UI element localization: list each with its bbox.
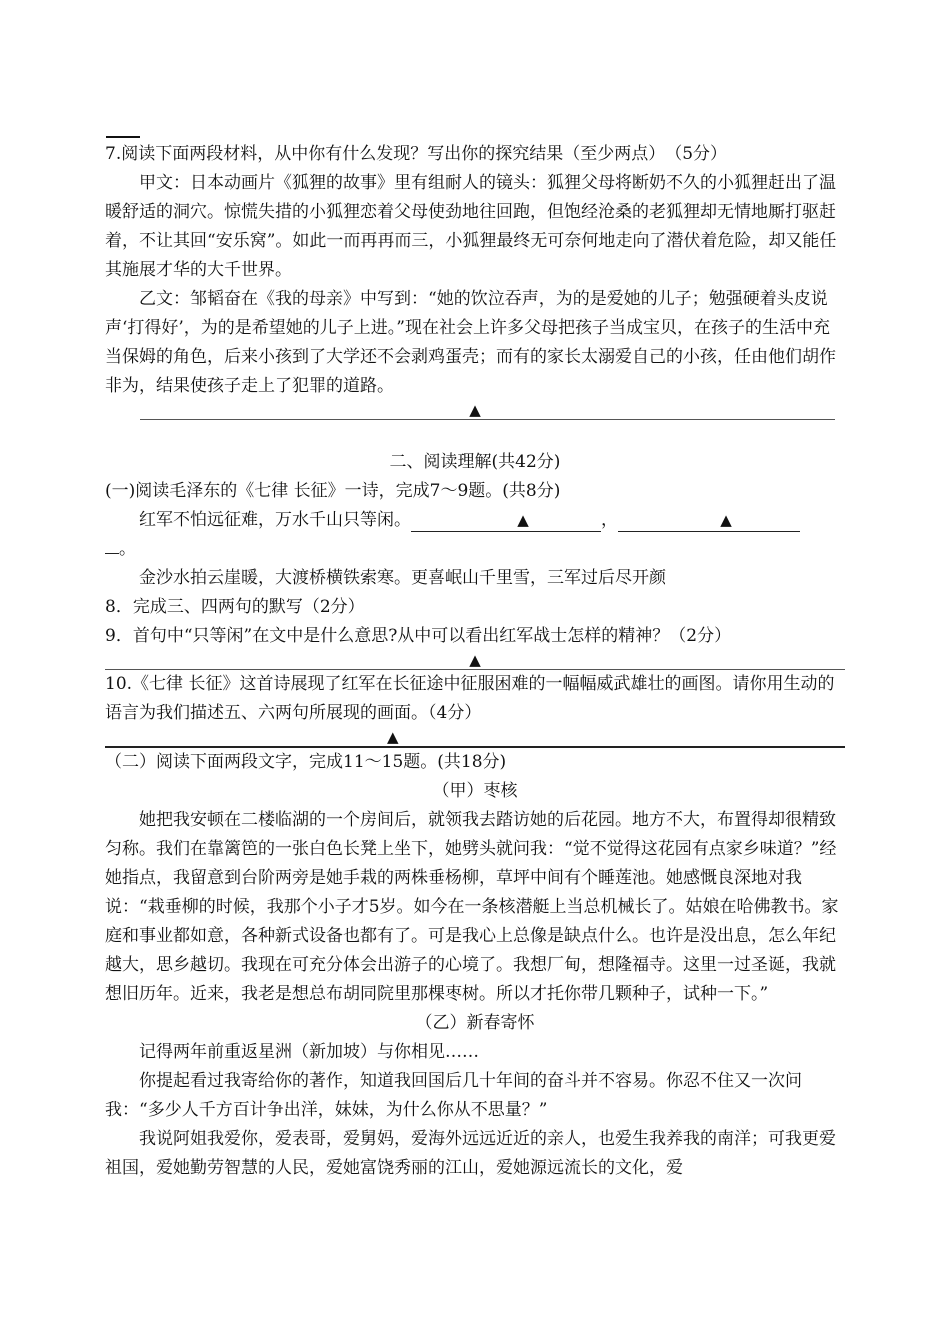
q9-prompt: 9．首句中“只等闲”在文中是什么意思?从中可以看出红军战士怎样的精神？（2分） [105, 626, 732, 646]
part1-intro: (一)阅读毛泽东的《七律 长征》一诗，完成7～9题。(共8分) [105, 481, 561, 501]
part2-intro: （二）阅读下面两段文字，完成11～15题。(共18分) [105, 752, 507, 772]
passage-yi-p3: 我说阿姐我爱你，爱表哥，爱舅妈，爱海外远远近近的亲人，也爱生我养我的南洋；可我更爱祖国，爱她勤劳智慧的人民，爱她富饶秀丽的江山，爱她源远流长的文化，爱 [105, 1129, 836, 1178]
q7-passage-yi: 乙文：邹韬奋在《我的母亲》中写到：“她的饮泣吞声，为的是爱她的儿子；勉强硬着头皮说声‘打得好’，为的是希望她的儿子上进。”现在社会上许多父母把孩子当成宝贝，在孩子的生活中充当保姆的角色，后来小孩到了大学还不会剥鸡蛋壳；而有的家长太溺爱自己的小孩，任由他们胡作非为，结果使孩子走上了犯罪的道路。 [105, 289, 836, 396]
q7-passage-jia: 甲文：日本动画片《狐狸的故事》里有组耐人的镜头：狐狸父母将断奶不久的小狐狸赶出了温暖舒适的洞穴。惊慌失措的小狐狸恋着父母使劲地往回跑，但饱经沧桑的老狐狸却无情地厮打驱赶着，不让其回“安乐窝”。如此一而再再而三，小狐狸最终无可奈何地走向了潜伏着危险，却又能任其施展才华的大千世界。 [105, 173, 837, 280]
poem-line-1 [105, 506, 845, 535]
q8-prompt: 8．完成三、四两句的默写（2分） [105, 597, 365, 617]
passage-yi-p2: 你提起看过我寄给你的著作，知道我回国后几十年间的奋斗并不容易。你忍不住又一次问我：“多少人千方百计争出洋，妹妹，为什么你从不思量？” [105, 1071, 802, 1120]
content-area [105, 140, 845, 1183]
q7-prompt: 7.阅读下面两段材料，从中你有什么发现？写出你的探究结果（至少两点） （5分） [105, 144, 728, 164]
poem-line-1-text: 红军不怕远征难，万水千山只等闲。 [139, 510, 411, 530]
poem-tail-period: 。 [119, 539, 136, 559]
poem-blank-1[interactable]: ▲ [411, 509, 601, 532]
section2-title: 二、阅读理解(共42分) [389, 452, 561, 472]
q10-prompt: 10.《七律 长征》这首诗展现了红军在长征途中征服困难的一幅幅威武雄壮的画图。请你用生动的语言为我们描述五、六两句所展现的画面。（4分） [105, 674, 835, 723]
top-rule-mark [106, 136, 140, 138]
poem-line-3: 金沙水拍云崖暖，大渡桥横铁索寒。更喜岷山千里雪，三军过后尽开颜 [139, 568, 666, 588]
poem-blank-2[interactable]: ▲ [618, 509, 800, 532]
answer-marker-triangle: ▲ [469, 401, 481, 419]
passage-jia-text: 她把我安顿在二楼临湖的一个房间后，就领我去踏访她的后花园。地方不大，布置得却很精致匀称。我们在靠篱笆的一张白色长凳上坐下，她劈头就问我：“觉不觉得这花园有点家乡味道？”经她指点，我留意到台阶两旁是她手栽的两株垂杨柳，草坪中间有个睡莲池。她感慨良深地对我说：“栽垂柳的时候，我那个小子才5岁。如今在一条核潜艇上当总机械长了。姑娘在哈佛教书。家庭和事业都如意，各种新式设备也都有了。可是我心上总像是缺点什么。也许是没出息，怎么年纪越大，思乡越切。我现在可充分体会出游子的心境了。我想厂甸，想隆福寺。这里一过圣诞，我就想旧历年。近来，我老是想总布胡同院里那棵枣树。所以才托你带几颗种子，试种一下。” [105, 810, 839, 1004]
answer-marker-triangle: ▲ [387, 728, 399, 746]
answer-marker-triangle: ▲ [469, 651, 481, 669]
poem-blank-tail-line[interactable] [105, 553, 119, 554]
poem-blank-tail [105, 535, 845, 564]
passage-yi-title: （乙）新春寄怀 [415, 1013, 535, 1033]
poem-comma: ， [601, 510, 618, 530]
passage-yi-p1: 记得两年前重返星洲（新加坡）与你相见…… [139, 1042, 479, 1062]
passage-jia-title: （甲）枣核 [432, 781, 518, 801]
